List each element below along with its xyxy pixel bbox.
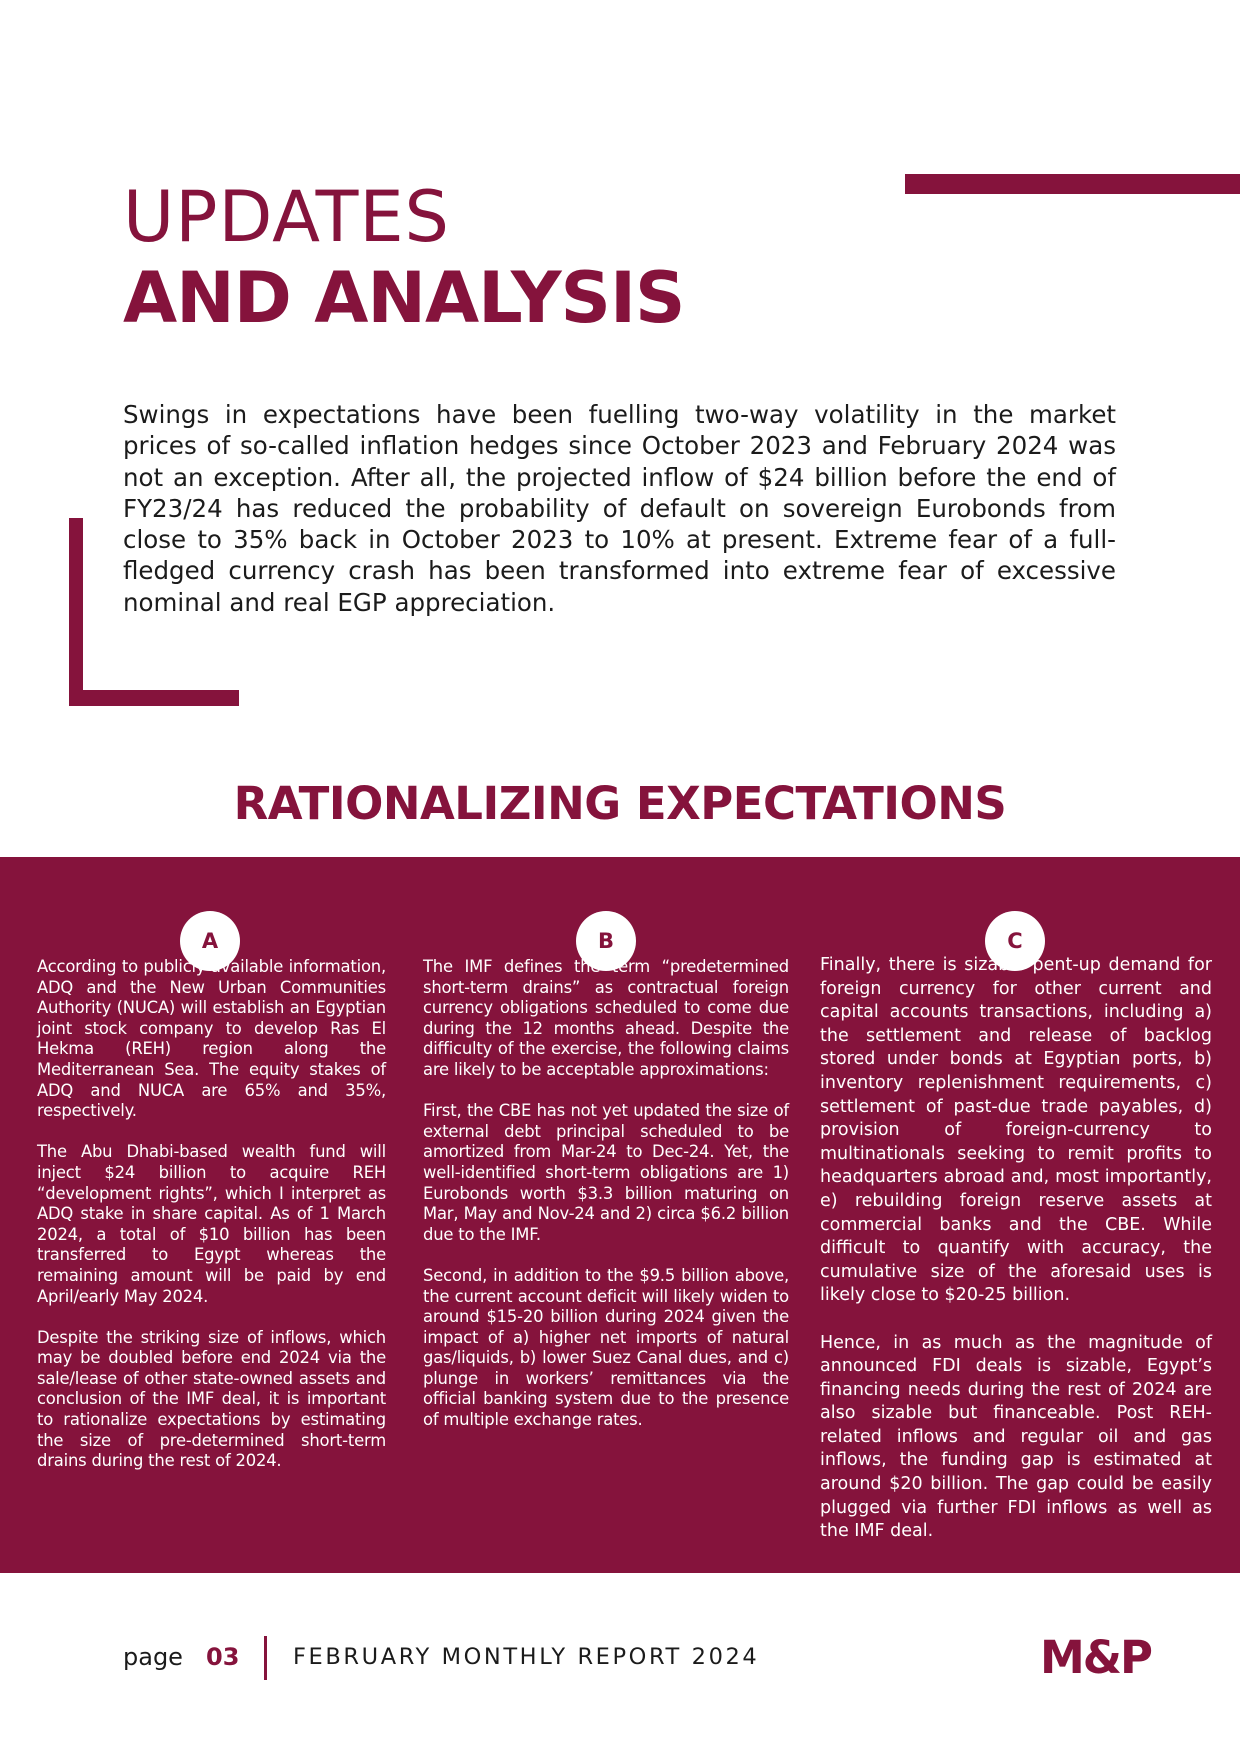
section-heading: RATIONALIZING EXPECTATIONS: [233, 777, 1007, 830]
footer-divider: [264, 1636, 267, 1680]
column-b-paragraph: First, the CBE has not yet updated the size of external debt principal scheduled to be amortized from Mar-24 to Dec-24. Yet, the well-identified short-term obligations are 1) Eurobonds worth $3.3 billion maturing on Mar, May and Nov-24 and 2) circa $6.2 billion due to the IMF.: [423, 1101, 789, 1244]
column-c-paragraph: Finally, there is sizable pent-up demand for foreign currency for other current and capital accounts transactions, including a) the settlement and release of backlog stored under bonds at Egyptian ports, b) inventory replenishment requirements, c) settlement of past-due trade payables, d) provision of foreign-currency to multinationals seeking to remit profits to headquarters abroad and, most importantly, e) rebuilding foreign reserve assets at commercial banks and the CBE. While difficult to quantify with accuracy, the cumulative size of the aforesaid uses is likely close to $20-25 billion.: [820, 955, 1212, 1306]
column-a: [37, 957, 386, 1492]
column-b-paragraph: Second, in addition to the $9.5 billion above, the current account deficit will likely widen to around $15-20 billion during 2024 given the impact of a) higher net imports of natural gas/liquids, b) lower Suez Canal dues, and c) plunge in workers’ remittances via the official banking system due to the presence of multiple exchange rates.: [423, 1265, 789, 1430]
bracket-vertical: [69, 518, 83, 706]
column-c: [820, 954, 1212, 1567]
column-b-badge: B: [576, 911, 636, 971]
column-c-badge: C: [985, 911, 1045, 971]
title-line-2: AND ANALYSIS: [123, 257, 685, 339]
brand-logo: M&P: [1040, 1631, 1152, 1684]
column-a-paragraph: Despite the striking size of inflows, which may be doubled before end 2024 via the sale/lease of other state-owned assets and conclusion of the IMF deal, it is important to rationalize expectations by estimating the size of pre-determined short-term drains during the rest of 2024.: [37, 1327, 386, 1471]
accent-bar: [905, 174, 1240, 194]
title-line-1: UPDATES: [123, 176, 450, 258]
column-c-paragraph: Hence, in as much as the magnitude of announced FDI deals is sizable, Egypt’s financing needs during the rest of 2024 are also sizable but financeable. Post REH-related inflows and regular oil and gas inflows, the funding gap is estimated at around $20 billion. The gap could be easily plugged via further FDI inflows as well as the IMF deal.: [820, 1332, 1212, 1542]
footer-page-number: 03: [206, 1643, 240, 1671]
column-a-badge: A: [180, 911, 240, 971]
footer-report-title: FEBRUARY MONTHLY REPORT 2024: [293, 1644, 760, 1670]
column-b: [423, 957, 789, 1451]
column-a-paragraph: The Abu Dhabi-based wealth fund will inject $24 billion to acquire REH “development rights”, which I interpret as ADQ stake in share capital. As of 1 March 2024, a total of $10 billion has been transferred to Egypt whereas the remaining amount will be paid by end April/early May 2024.: [37, 1142, 386, 1306]
column-a-paragraph: According to publicly available information, ADQ and the New Urban Communities Authority (NUCA) will establish an Egyptian joint stock company to develop Ras El Hekma (REH) region along the Mediterranean Sea. The equity stakes of ADQ and NUCA are 65% and 35%, respectively.: [37, 957, 386, 1121]
footer-page-label: page: [123, 1643, 183, 1671]
bracket-horizontal: [69, 690, 239, 706]
column-b-paragraph: The IMF defines the term “predetermined short-term drains” as contractual foreign currency obligations scheduled to come due during the 12 months ahead. Despite the difficulty of the exercise, the following claims are likely to be acceptable approximations:: [423, 957, 789, 1079]
intro-paragraph: Swings in expectations have been fuelling two-way volatility in the market prices of so-called inflation hedges since October 2023 and February 2024 was not an exception. After all, the projected inflow of $24 billion before the end of FY23/24 has reduced the probability of default on sovereign Eurobonds from close to 35% back in October 2023 to 10% at present. Extreme fear of a full-fledged currency crash has been transformed into extreme fear of excessive nominal and real EGP appreciation.: [123, 400, 1116, 617]
